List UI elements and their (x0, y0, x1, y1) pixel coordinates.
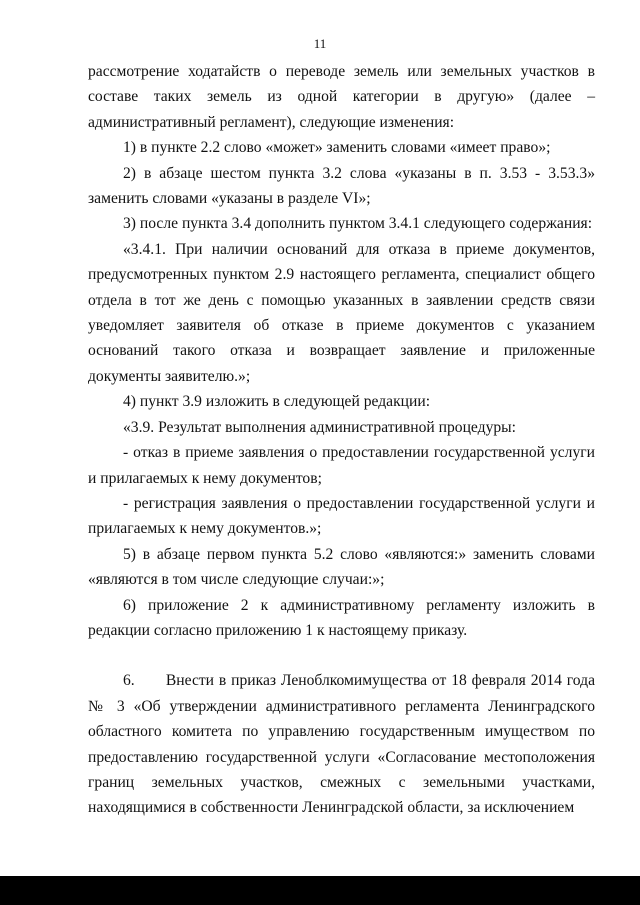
paragraph-item-4: 4) пункт 3.9 изложить в следующей редакции: (123, 393, 431, 411)
paragraph-bullet-refusal: - отказ в приеме заявления о предоставлении государственной услуги и прилагаемых к нему документов; (88, 444, 595, 487)
page-number: 11 (313, 36, 327, 51)
paragraph-item-6: 6) приложение 2 к административному регламенту изложить в редакции согласно приложению 1 к настоящему приказу. (88, 596, 595, 639)
scan-bottom-edge (0, 876, 640, 905)
document-body (88, 59, 595, 821)
paragraph-item-2: 2) в абзаце шестом пункта 3.2 слова «указаны в п. 3.53 - 3.53.3» заменить словами «указаны в разделе VI»; (88, 164, 595, 208)
paragraph-item-3: 3) после пункта 3.4 дополнить пунктом 3.4.1 следующего содержания: (123, 215, 593, 233)
section-gap (88, 643, 595, 668)
paragraph-section-6: 6. Внести в приказ Леноблкомимущества от 18 февраля 2014 года № 3 «Об утверждении административного регламента Ленинградского областного комитета по управлению государственным имуществом по предоставлению государственной услуги «Согласование местоположения границ земельных участков, смежных с земельными участками, находящимися в собственности Ленинградской области, за исключением (88, 672, 595, 817)
paragraph-item-1: 1) в пункте 2.2 слово «может» заменить словами «имеет право»; (123, 139, 551, 157)
paragraph-clause-3-9: «3.9. Результат выполнения административной процедуры: (123, 418, 516, 436)
paragraph-intro: рассмотрение ходатайств о переводе земель или земельных участков в составе таких земель из одной категории в другую» (далее – административный регламент), следующие изменения: (88, 63, 595, 131)
paragraph-bullet-registration: - регистрация заявления о предоставлении государственной услуги и прилагаемых к нему документов.»; (88, 494, 595, 538)
paragraph-clause-3-4-1: «3.4.1. При наличии оснований для отказа в приеме документов, предусмотренных пунктом 2.9 настоящего регламента, специалист общего отдела в тот же день с помощью указанных в заявлении средств связи уведомляет заявителя об отказе в приеме документов с указанием оснований такого отказа и возвращает заявление и приложенные документы заявителю.»; (88, 240, 595, 385)
paragraph-item-5: 5) в абзаце первом пункта 5.2 слово «являются:» заменить словами «являются в том числе следующие случаи:»; (88, 545, 595, 589)
